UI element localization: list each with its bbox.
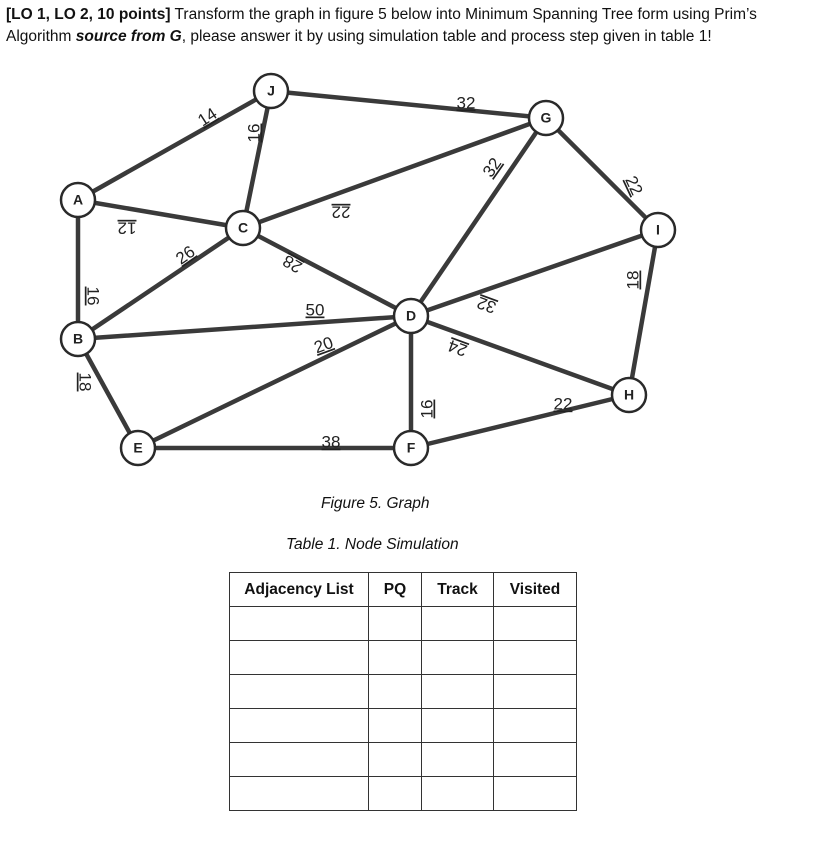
node-c: [226, 211, 260, 245]
table-cell[interactable]: [369, 709, 422, 743]
figure-caption: Figure 5. Graph: [321, 495, 430, 512]
header-visited: Visited: [494, 573, 577, 607]
table-cell[interactable]: [369, 607, 422, 641]
table-cell[interactable]: [494, 709, 577, 743]
node-label-e: E: [133, 439, 143, 456]
node-label-d: D: [405, 307, 417, 324]
table-cell[interactable]: [230, 709, 369, 743]
question-prefix: [LO 1, LO 2, 10 points]: [6, 6, 171, 23]
weight-b-d: 50: [305, 300, 325, 320]
table-row: [230, 743, 577, 777]
weight-a-b: 16: [83, 286, 103, 306]
table-cell[interactable]: [422, 641, 494, 675]
edge-e-d: [138, 316, 411, 448]
weight-j-g: 32: [456, 93, 476, 113]
table-cell[interactable]: [422, 743, 494, 777]
weight-g-i: 22: [621, 172, 647, 199]
edge-j-c: [243, 91, 271, 228]
table-cell[interactable]: [422, 607, 494, 641]
node-i: [641, 213, 675, 247]
edge-b-d: [78, 316, 411, 339]
edge-j-g: [271, 91, 546, 118]
node-f: [394, 431, 428, 465]
weight-i-h: 18: [623, 270, 643, 290]
edge-c-b: [78, 228, 243, 339]
simulation-table: [229, 572, 577, 811]
table-row: [230, 607, 577, 641]
question-text-part2: , please answer it by using simulation table and process step given in table 1!: [181, 28, 712, 45]
header-track: Track: [422, 573, 494, 607]
table-cell[interactable]: [369, 675, 422, 709]
weight-b-e: 18: [75, 372, 95, 392]
table-cell[interactable]: [369, 777, 422, 811]
table-cell[interactable]: [494, 607, 577, 641]
table-cell[interactable]: [230, 641, 369, 675]
weight-d-i: 32: [474, 292, 499, 318]
edge-c-d: [243, 228, 411, 316]
weight-a-c: 12: [117, 218, 137, 238]
table-cell[interactable]: [422, 709, 494, 743]
header-pq: PQ: [369, 573, 422, 607]
table-cell[interactable]: [230, 743, 369, 777]
edge-b-e: [75, 339, 138, 448]
edge-i-h: [629, 230, 658, 395]
table-cell[interactable]: [422, 777, 494, 811]
table-cell[interactable]: [494, 777, 577, 811]
weight-c-b: 26: [172, 241, 199, 269]
node-label-f: F: [406, 439, 416, 456]
table-row: [230, 709, 577, 743]
table-body: [230, 607, 577, 811]
edge-d-h: [411, 316, 629, 395]
node-j: [254, 74, 288, 108]
edge-a-c: [78, 200, 243, 228]
weight-c-d: 28: [279, 250, 306, 277]
edge-f-h: [411, 395, 629, 448]
weight-f-h: 22: [553, 394, 573, 414]
table-cell[interactable]: [230, 675, 369, 709]
table-cell[interactable]: [422, 675, 494, 709]
table-header-row: [230, 573, 577, 607]
graph-weights: [76, 93, 647, 451]
node-label-g: G: [540, 109, 552, 126]
edge-a-j: [78, 91, 271, 200]
header-adjacency-list: Adjacency List: [230, 573, 369, 607]
node-label-b: B: [72, 330, 84, 347]
node-e: [121, 431, 155, 465]
weight-a-j: 14: [194, 104, 221, 131]
node-label-a: A: [72, 191, 84, 208]
edge-c-g: [243, 118, 546, 228]
edge-d-i: [411, 230, 658, 316]
node-label-j: J: [267, 82, 275, 99]
node-label-i: I: [656, 221, 660, 238]
table-cell[interactable]: [369, 641, 422, 675]
question-emphasis: source from G: [75, 28, 182, 45]
weight-e-d: 20: [311, 332, 336, 358]
node-label-c: C: [237, 219, 249, 236]
node-a: [61, 183, 95, 217]
table-row: [230, 777, 577, 811]
node-h: [612, 378, 646, 412]
table-cell[interactable]: [494, 743, 577, 777]
weight-j-c: 16: [244, 123, 264, 143]
node-b: [61, 322, 95, 356]
weight-e-f: 38: [321, 432, 341, 452]
table-row: [230, 675, 577, 709]
table-cell[interactable]: [369, 743, 422, 777]
table-cell[interactable]: [230, 777, 369, 811]
question-text-part1: Transform the graph in figure 5 below into Minimum Spanning Tree form using Prim’s Algorithm: [6, 6, 757, 45]
edge-g-i: [546, 118, 658, 230]
node-label-h: H: [623, 386, 635, 403]
table-cell[interactable]: [494, 641, 577, 675]
node-g: [529, 101, 563, 135]
edge-d-g: [411, 118, 546, 316]
table-cell[interactable]: [230, 607, 369, 641]
weight-d-h: 24: [445, 335, 470, 361]
weight-d-f: 16: [417, 399, 437, 419]
weight-c-g: 22: [331, 202, 351, 222]
table-caption: Table 1. Node Simulation: [286, 536, 459, 553]
node-d: [394, 299, 428, 333]
table-cell[interactable]: [494, 675, 577, 709]
table-row: [230, 641, 577, 675]
weight-d-g: 32: [478, 154, 506, 181]
